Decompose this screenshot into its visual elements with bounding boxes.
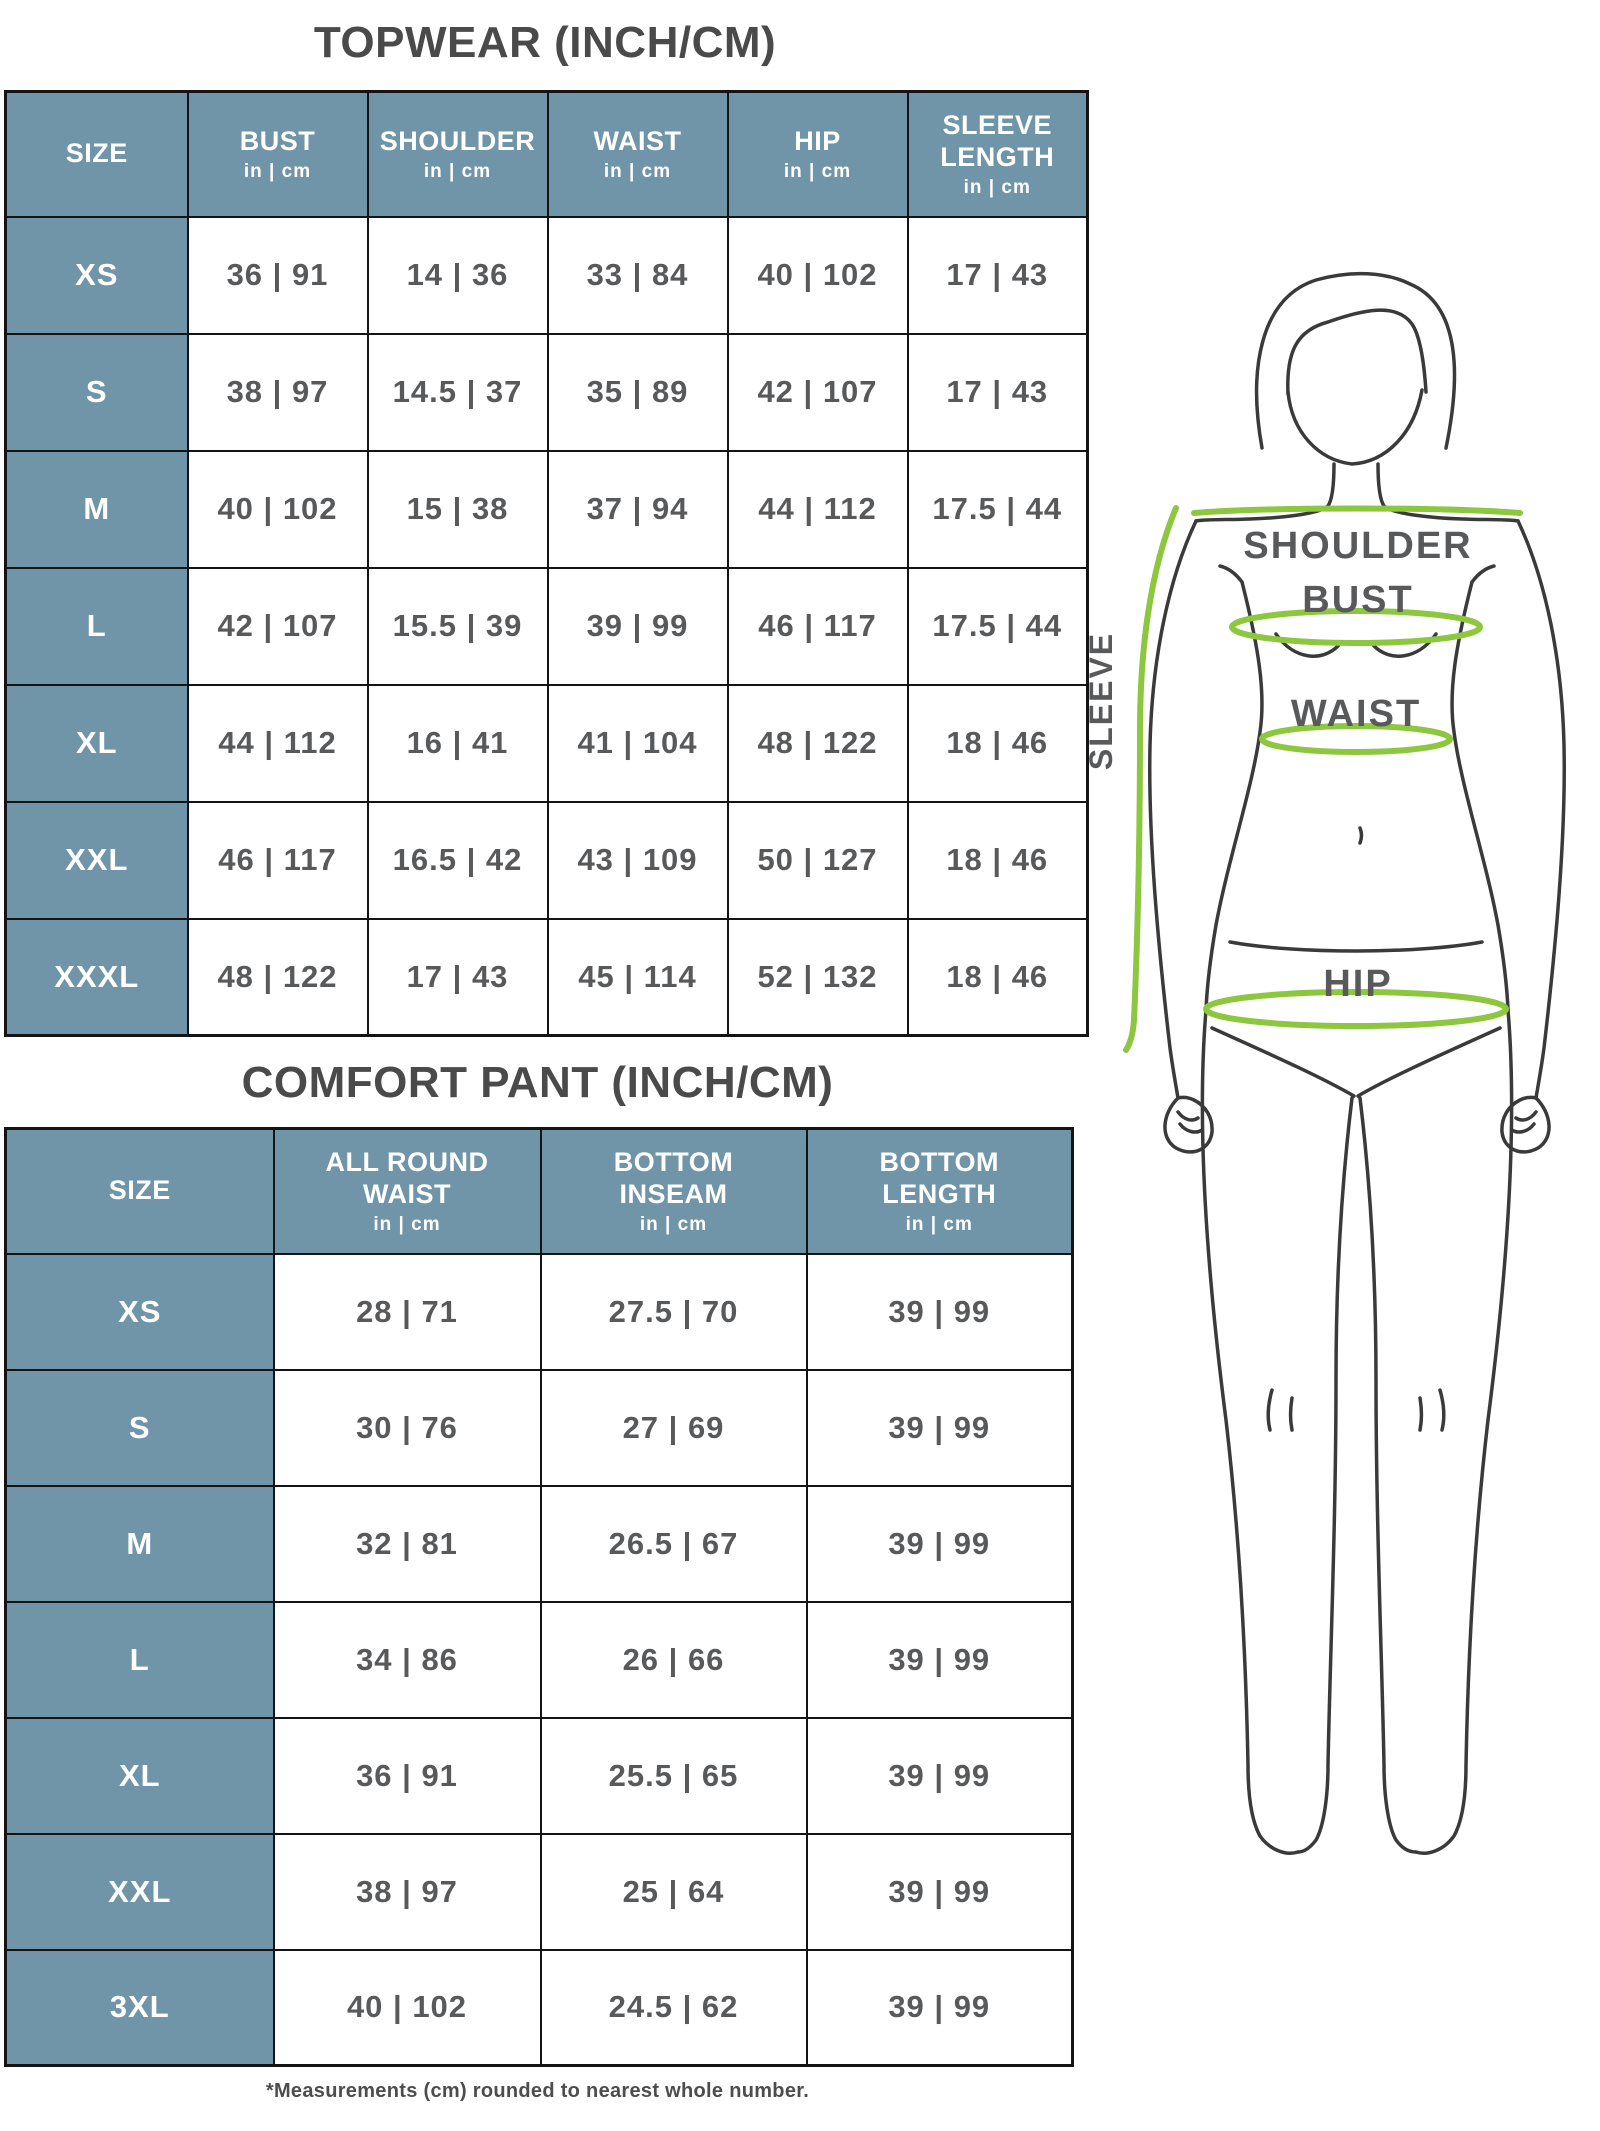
measurement-cell: 17 | 43 — [368, 919, 548, 1036]
measurement-cell: 40 | 102 — [728, 217, 908, 334]
measurement-cell: 32 | 81 — [274, 1486, 541, 1602]
body-measurement-figure — [1080, 230, 1600, 1870]
measurement-cell: 38 | 97 — [188, 334, 368, 451]
left-armpit — [1220, 566, 1242, 582]
hair-outline — [1257, 274, 1455, 448]
size-label: S — [6, 334, 188, 451]
size-label: M — [6, 451, 188, 568]
right-hand — [1502, 1097, 1549, 1152]
topwear-col-sleeve-length — [908, 92, 1088, 217]
measurement-cell: 52 | 132 — [728, 919, 908, 1036]
size-label: XL — [6, 685, 188, 802]
table-row — [6, 568, 1088, 685]
column-sublabel: in | cm — [373, 1213, 441, 1235]
table-row — [6, 334, 1088, 451]
size-label: XS — [6, 1254, 274, 1370]
left-arm-outline — [1150, 521, 1196, 1098]
topwear-col-hip — [728, 92, 908, 217]
measurement-cell: 40 | 102 — [188, 451, 368, 568]
comfort-pant-col-bottom-inseam — [541, 1129, 807, 1254]
waist-label: WAIST — [1290, 693, 1422, 735]
shoulder-measure-line — [1194, 509, 1520, 514]
column-sublabel: in | cm — [905, 1213, 973, 1235]
left-leg-outer — [1202, 1010, 1298, 1853]
right-leg-outer — [1416, 1010, 1512, 1853]
measurement-cell: 40 | 102 — [274, 1950, 541, 2066]
table-row — [6, 1834, 1073, 1950]
size-label: L — [6, 568, 188, 685]
topwear-col-waist — [548, 92, 728, 217]
topwear-header-row — [6, 92, 1088, 217]
measurement-cell: 18 | 46 — [908, 919, 1088, 1036]
measurement-cell: 25 | 64 — [541, 1834, 807, 1950]
measurement-cell: 18 | 46 — [908, 685, 1088, 802]
right-hand-fingers — [1512, 1112, 1536, 1132]
column-label: BOTTOM LENGTH — [879, 1146, 999, 1209]
left-hand-fingers — [1178, 1112, 1202, 1132]
column-sublabel: in | cm — [603, 160, 672, 182]
measurement-cell: 27 | 69 — [541, 1370, 807, 1486]
measurement-cell: 48 | 122 — [188, 919, 368, 1036]
table-row — [6, 1718, 1073, 1834]
measurement-cell: 36 | 91 — [188, 217, 368, 334]
measurement-cell: 24.5 | 62 — [541, 1950, 807, 2066]
measurement-cell: 26 | 66 — [541, 1602, 807, 1718]
measurement-cell: 17.5 | 44 — [908, 451, 1088, 568]
measurement-cell: 46 | 117 — [188, 802, 368, 919]
measurement-cell: 37 | 94 — [548, 451, 728, 568]
knee-marks — [1268, 1390, 1443, 1430]
measurement-cell: 39 | 99 — [807, 1950, 1073, 2066]
measurement-cell: 41 | 104 — [548, 685, 728, 802]
topwear-col-size — [6, 92, 188, 217]
measurement-cell: 48 | 122 — [728, 685, 908, 802]
measurement-cell: 15.5 | 39 — [368, 568, 548, 685]
waistband-line — [1230, 942, 1482, 951]
sleeve-label: SLEEVE — [1083, 631, 1119, 771]
comfort-pant-title: COMFORT PANT (INCH/CM) — [241, 1058, 834, 1107]
comfort-pant-table — [4, 1127, 1074, 2067]
measurement-cell: 28 | 71 — [274, 1254, 541, 1370]
column-label: WAIST — [593, 125, 682, 156]
measurement-cell: 26.5 | 67 — [541, 1486, 807, 1602]
column-label: BUST — [239, 125, 316, 156]
size-label: 3XL — [6, 1950, 274, 2066]
column-label: SHOULDER — [379, 125, 536, 156]
size-label: XXXL — [6, 919, 188, 1036]
size-label: XXL — [6, 802, 188, 919]
table-row — [6, 1602, 1073, 1718]
column-label: SIZE — [65, 138, 128, 169]
measurement-cell: 17.5 | 44 — [908, 568, 1088, 685]
column-label: BOTTOM INSEAM — [613, 1146, 734, 1209]
measurement-cell: 34 | 86 — [274, 1602, 541, 1718]
shoulder-label: SHOULDER — [1243, 525, 1473, 567]
measurement-cell: 39 | 99 — [807, 1834, 1073, 1950]
comfort-pant-header-row — [6, 1129, 1073, 1254]
hair-bang-line — [1288, 310, 1426, 394]
hip-label: HIP — [1323, 963, 1393, 1005]
measurement-cell: 39 | 99 — [807, 1602, 1073, 1718]
column-label: HIP — [794, 125, 841, 156]
measurement-cell: 42 | 107 — [188, 568, 368, 685]
measurement-cell: 36 | 91 — [274, 1718, 541, 1834]
table-row — [6, 1486, 1073, 1602]
measurement-cell: 38 | 97 — [274, 1834, 541, 1950]
measurement-cell: 25.5 | 65 — [541, 1718, 807, 1834]
size-label: XS — [6, 217, 188, 334]
right-armpit — [1472, 566, 1494, 582]
measurement-cell: 44 | 112 — [728, 451, 908, 568]
table-row — [6, 1254, 1073, 1370]
topwear-table — [4, 90, 1089, 1037]
left-hand — [1165, 1097, 1212, 1152]
measurements-footnote: *Measurements (cm) rounded to nearest whole number. — [265, 2080, 810, 2102]
table-row — [6, 802, 1088, 919]
navel-mark — [1360, 828, 1362, 843]
size-label: S — [6, 1370, 274, 1486]
column-sublabel: in | cm — [423, 160, 492, 182]
measurement-cell: 50 | 127 — [728, 802, 908, 919]
measurement-cell: 14.5 | 37 — [368, 334, 548, 451]
size-label: XXL — [6, 1834, 274, 1950]
measurement-cell: 18 | 46 — [908, 802, 1088, 919]
measurement-cell: 39 | 99 — [548, 568, 728, 685]
measurement-cell: 39 | 99 — [807, 1718, 1073, 1834]
column-sublabel: in | cm — [243, 160, 312, 182]
measurement-cell: 39 | 99 — [807, 1370, 1073, 1486]
column-label: SIZE — [108, 1175, 171, 1206]
measurement-cell: 35 | 89 — [548, 334, 728, 451]
table-row — [6, 685, 1088, 802]
column-label: SLEEVE LENGTH — [940, 109, 1055, 172]
comfort-pant-col-size — [6, 1129, 274, 1254]
table-row — [6, 919, 1088, 1036]
table-row — [6, 451, 1088, 568]
measurement-cell: 27.5 | 70 — [541, 1254, 807, 1370]
measurement-cell: 33 | 84 — [548, 217, 728, 334]
measurement-cell: 43 | 109 — [548, 802, 728, 919]
bust-label: BUST — [1302, 579, 1414, 621]
comfort-pant-col-all-round-waist — [274, 1129, 541, 1254]
measurement-cell: 15 | 38 — [368, 451, 548, 568]
table-row — [6, 1370, 1073, 1486]
measurement-cell: 39 | 99 — [807, 1486, 1073, 1602]
measurement-cell: 45 | 114 — [548, 919, 728, 1036]
right-arm-outline — [1518, 521, 1564, 1098]
topwear-col-bust — [188, 92, 368, 217]
measurement-cell: 46 | 117 — [728, 568, 908, 685]
comfort-pant-col-bottom-length — [807, 1129, 1073, 1254]
measurement-cell: 14 | 36 — [368, 217, 548, 334]
left-leg-inner — [1298, 1098, 1352, 1852]
measurement-cell: 30 | 76 — [274, 1370, 541, 1486]
measurement-cell: 16 | 41 — [368, 685, 548, 802]
size-label: XL — [6, 1718, 274, 1834]
right-leg-inner — [1360, 1098, 1416, 1852]
topwear-col-shoulder — [368, 92, 548, 217]
column-sublabel: in | cm — [963, 176, 1031, 198]
size-label: L — [6, 1602, 274, 1718]
measurement-cell: 16.5 | 42 — [368, 802, 548, 919]
panty-line-right — [1358, 1028, 1500, 1096]
measurement-cell: 17 | 43 — [908, 217, 1088, 334]
topwear-title: TOPWEAR (INCH/CM) — [313, 18, 777, 67]
table-row — [6, 1950, 1073, 2066]
measurement-cell: 17 | 43 — [908, 334, 1088, 451]
measurement-cell: 39 | 99 — [807, 1254, 1073, 1370]
table-row — [6, 217, 1088, 334]
face-outline — [1288, 390, 1422, 464]
column-sublabel: in | cm — [783, 160, 852, 182]
measurement-cell: 44 | 112 — [188, 685, 368, 802]
column-label: ALL ROUND WAIST — [325, 1146, 489, 1209]
size-label: M — [6, 1486, 274, 1602]
column-sublabel: in | cm — [639, 1213, 708, 1235]
panty-line-left — [1212, 1028, 1354, 1096]
measurement-cell: 42 | 107 — [728, 334, 908, 451]
